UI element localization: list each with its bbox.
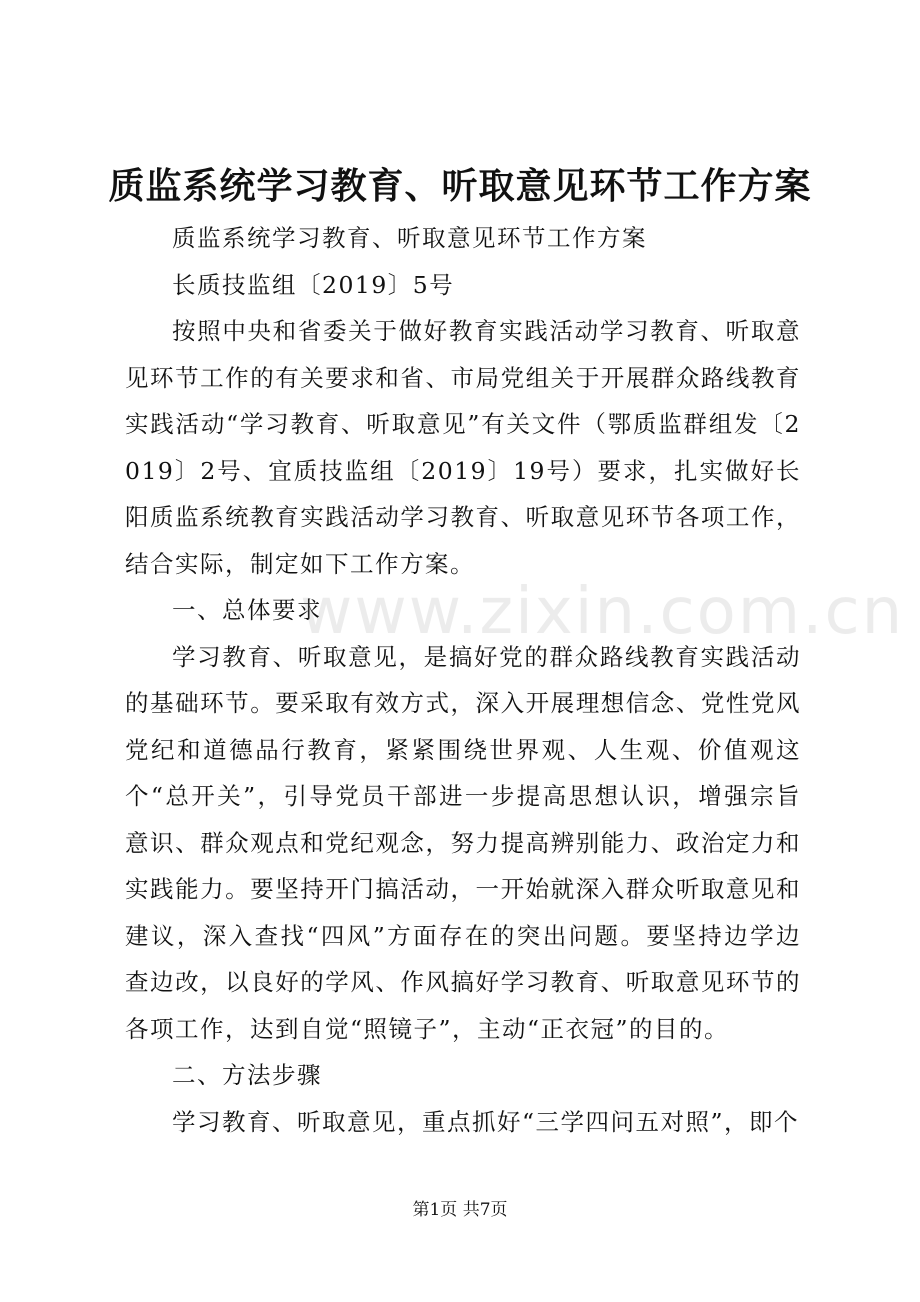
watermark: www.zixin.com.cn: [300, 575, 905, 649]
document-title: 质监系统学习教育、听取意见环节工作方案: [108, 165, 812, 207]
method-steps-paragraph: 学习教育、听取意见，重点抓好“三学四问五对照”，即个: [172, 1107, 800, 1136]
general-requirements-paragraph: 学习教育、听取意见，是搞好党的群众路线教育实践活动的基础环节。要采取有效方式，深入开展理想信念、党性党风党纪和道德品行教育，紧紧围绕世界观、人生观、价值观这个“总开关”，引导党员干部进一步提高思想认识，增强宗旨意识、群众观点和党纪观念，努力提高辨别能力、政治定力和实践能力。要坚持开门搞活动，一开始就深入群众听取意见和建议，深入查找“四风”方面存在的突出问题。要坚持边学边查边改，以良好的学风、作风搞好学习教育、听取意见环节的各项工作，达到自觉“照镜子”，主动“正衣冠”的目的。: [125, 642, 801, 1043]
section-heading-method-steps: 二、方法步骤: [172, 1061, 322, 1089]
intro-paragraph: 按照中央和省委关于做好教育实践活动学习教育、听取意见环节工作的有关要求和省、市局党组关于开展群众路线教育实践活动“学习教育、听取意见”有关文件（鄂质监群组发〔2019〕2号、宜质技监组〔2019〕19号）要求，扎实做好长阳质监系统教育实践活动学习教育、听取意见环节各项工作，结合实际，制定如下工作方案。: [125, 317, 801, 578]
section-heading-general-requirements: 一、总体要求: [172, 596, 322, 624]
document-body: [125, 215, 801, 1145]
page-footer: 第1页 共7页: [412, 1200, 508, 1220]
subtitle-paragraph: 质监系统学习教育、听取意见环节工作方案: [172, 224, 647, 252]
document-number-paragraph: 长质技监组〔2019〕5号: [172, 270, 455, 299]
